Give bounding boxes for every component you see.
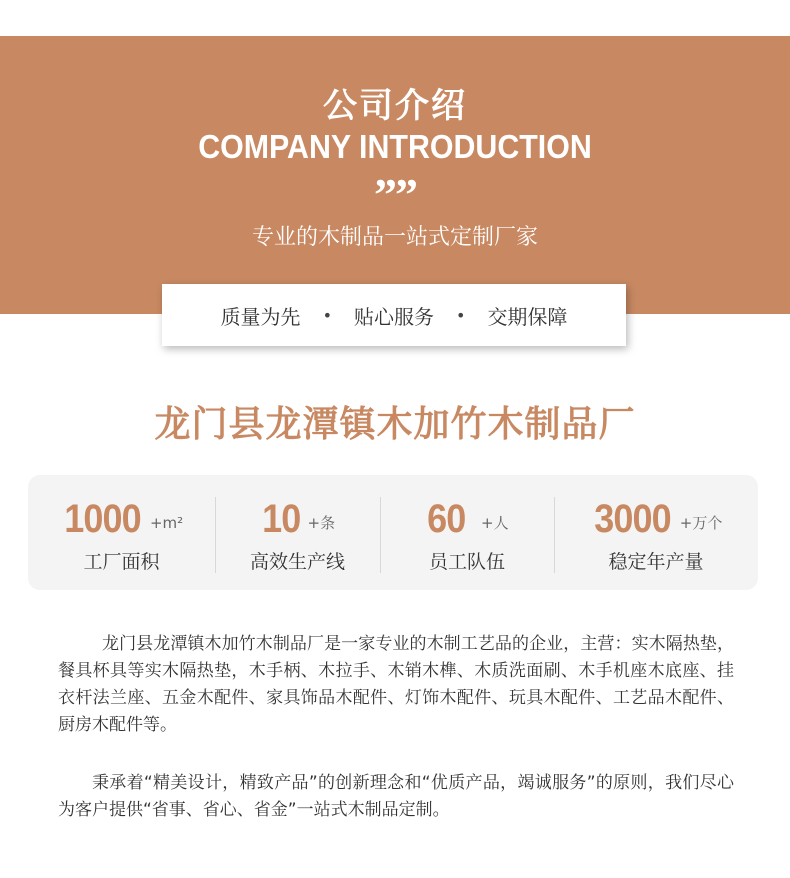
separator-dot-icon: • xyxy=(456,305,466,325)
stat-unit: +条 xyxy=(307,514,336,532)
page-subtitle: 专业的木制品一站式定制厂家 xyxy=(251,225,538,250)
description-paragraph-1: 龙门县龙潭镇木加竹木制品厂是一家专业的木制工艺品的企业，主营：实木隔热垫，餐具杯具等实木隔热垫，木手柄、木拉手、木销木榫、木质洗面刷、木手机座木底座、挂衣杆法兰座、五金木配件、家具饰品木配件、灯饰木配件、玩具木配件、工艺品木配件、厨房木配件等。 xyxy=(58,634,734,735)
company-name: 龙门县龙潭镇木加竹木制品厂 xyxy=(154,404,636,445)
stat-unit: +万个 xyxy=(679,514,723,532)
value-item-service: 贴心服务 xyxy=(354,304,434,329)
page-title: 公司介绍 xyxy=(323,86,467,126)
page-title-english: COMPANY INTRODUCTION xyxy=(198,128,592,165)
stat-number: 10 xyxy=(262,497,301,541)
stat-number: 60 xyxy=(427,497,466,541)
stat-annual-output xyxy=(554,475,758,590)
separator-dot-icon: • xyxy=(322,305,332,325)
stat-label: 员工队伍 xyxy=(428,551,505,573)
stat-factory-area xyxy=(28,475,215,590)
stat-staff xyxy=(380,475,554,590)
stat-number: 1000 xyxy=(64,497,141,541)
stat-label: 高效生产线 xyxy=(249,551,345,573)
values-box xyxy=(162,284,626,346)
stat-label: 工厂面积 xyxy=(83,551,160,573)
description-paragraph-2: 秉承着“精美设计，精致产品”的创新理念和“优质产品，竭诚服务”的原则，我们尽心为客户提供“省事、省心、省金”一站式木制品定制。 xyxy=(58,773,734,820)
stat-unit: +m² xyxy=(149,514,184,532)
stats-panel xyxy=(28,475,758,590)
stat-label: 稳定年产量 xyxy=(608,551,704,573)
value-item-delivery: 交期保障 xyxy=(487,304,568,329)
stat-unit: +人 xyxy=(481,514,509,532)
quote-mark-icon: ”” xyxy=(374,169,416,220)
stat-production-lines xyxy=(215,475,380,590)
stat-number: 3000 xyxy=(593,497,671,541)
value-item-quality: 质量为先 xyxy=(220,304,301,329)
